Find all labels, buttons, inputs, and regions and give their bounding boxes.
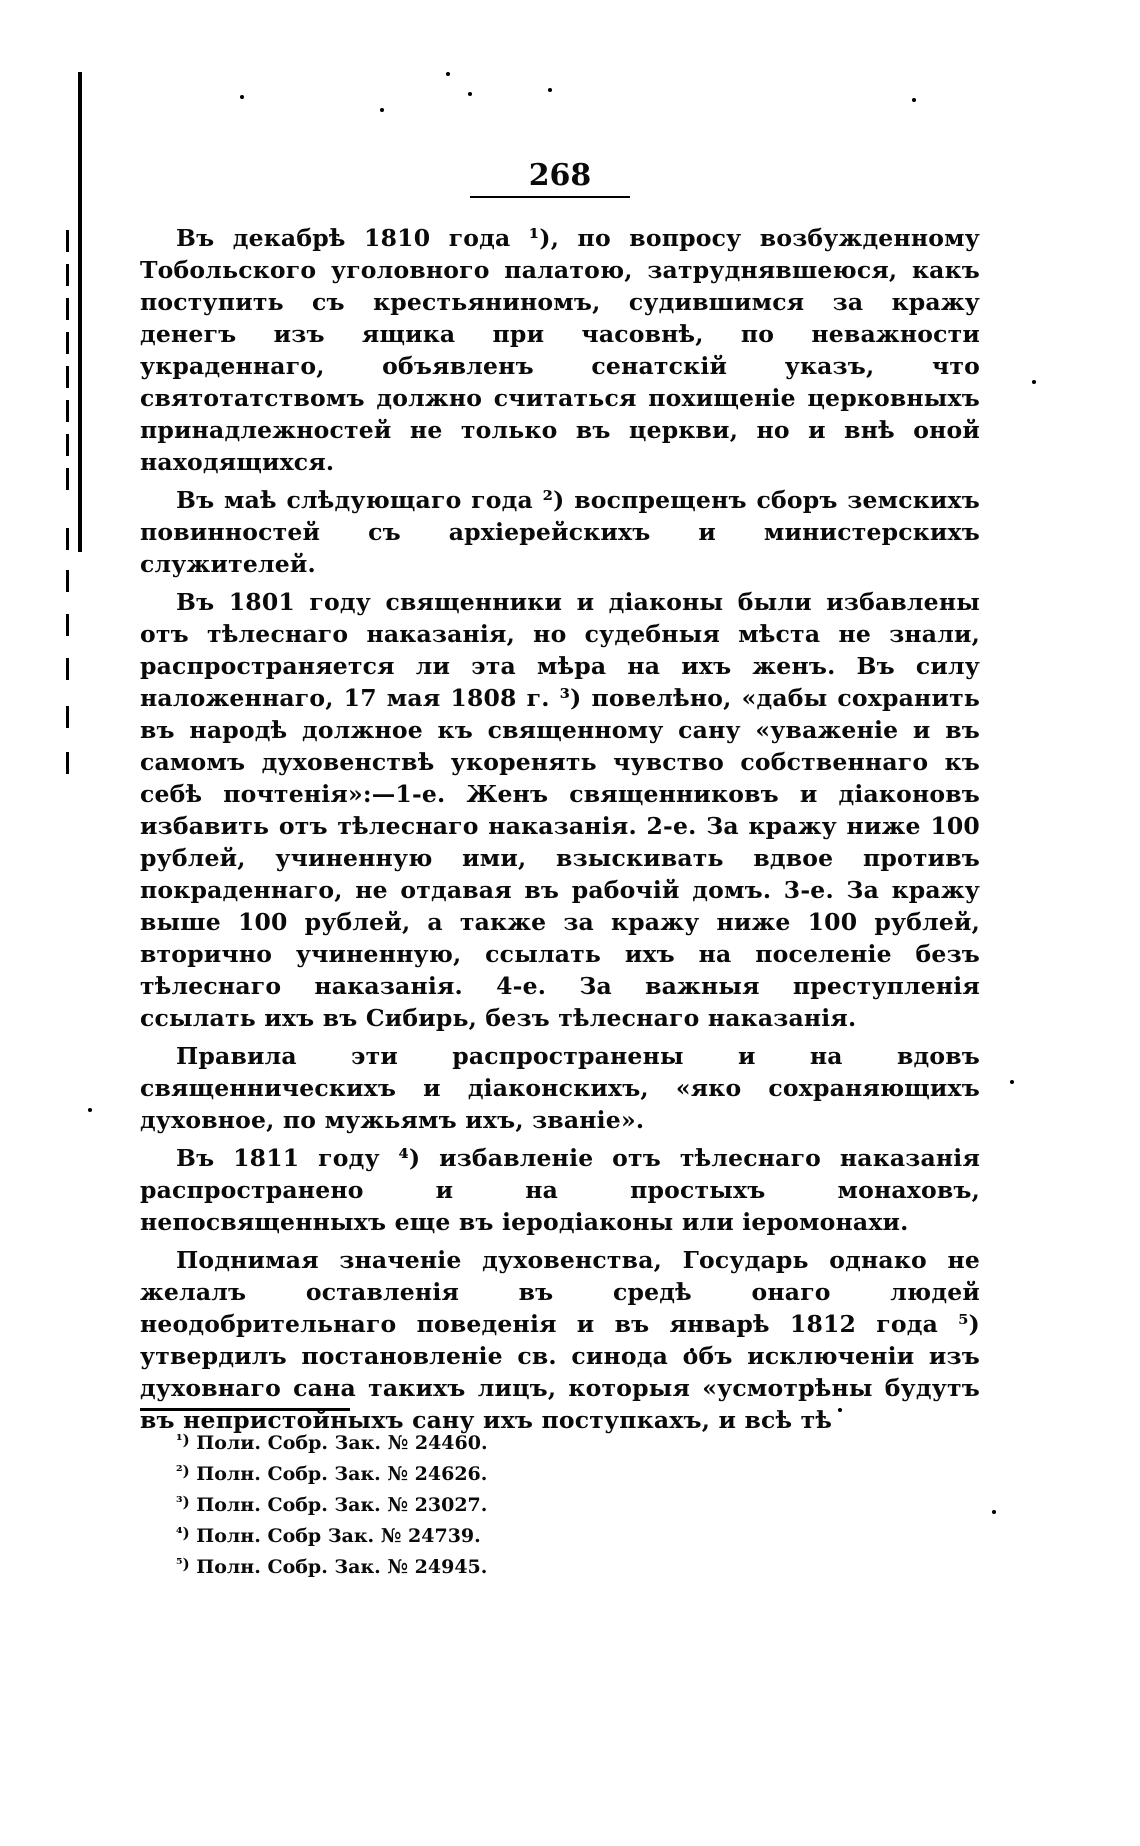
margin-mark [66, 658, 79, 680]
margin-mark [66, 332, 79, 354]
margin-mark [66, 706, 79, 728]
margin-mark [66, 366, 79, 388]
paragraph: Поднимая значеніе духовенства, Государь однако не желалъ оставленія въ средѣ онаго людей неодобрительнаго поведенія и въ январѣ 1812 года ⁵) утвердилъ постановленіе св. синода объ исключеніи изъ духовнаго сана такихъ лицъ, которыя «усмотрѣны будутъ въ непристойныхъ сану ихъ поступкахъ, и всѣ тѣ [140, 1246, 980, 1434]
footnote-text: Поли. Собр. Зак. № 24460. [196, 1432, 488, 1454]
footnote-marker: ⁴) [176, 1524, 190, 1542]
footnote-marker: ³) [176, 1493, 190, 1511]
margin-mark [66, 434, 79, 456]
footnote-text: Полн. Собр. Зак. № 24626. [196, 1463, 488, 1485]
margin-mark [66, 264, 79, 286]
margin-mark [66, 230, 79, 252]
margin-mark [66, 298, 79, 320]
footnote [140, 1428, 980, 1459]
footnote-divider [140, 1408, 350, 1411]
footnote-text: Полн. Собр. Зак. № 23027. [196, 1494, 488, 1516]
footnote [140, 1490, 980, 1521]
paragraph: Въ 1811 году ⁴) избавленіе отъ тѣлеснаго наказанія распространено и на простыхъ монаховъ, непосвященныхъ еще въ іеродіаконы или іеромонахи. [140, 1144, 980, 1236]
footnote-text: Полн. Собр Зак. № 24739. [196, 1525, 481, 1547]
footnote [140, 1552, 980, 1583]
footnote-text: Полн. Собр. Зак. № 24945. [196, 1556, 488, 1578]
paragraph: Въ декабрѣ 1810 года ¹), по вопросу возбужденному Тобольского уголовного палатою, затруднявшеюся, какъ поступить съ крестьяниномъ, судившимся за кражу денегъ изъ ящика при часовнѣ, по неважности украденнаго, объявленъ сенатскій указъ, что святотатствомъ должно считаться похищеніе церковныхъ принадлежностей не только въ церкви, но и внѣ оной находящихся. [140, 224, 980, 476]
margin-mark [66, 528, 79, 550]
footnotes [140, 1428, 980, 1583]
paragraph: Въ маѣ слѣдующаго года ²) воспрещенъ сборъ земскихъ повинностей съ архіерейскихъ и министерскихъ служителей. [140, 486, 980, 578]
paragraph: Правила эти распространены и на вдовъ священническихъ и діаконскихъ, «яко сохраняющихъ духовное, по мужьямъ ихъ, званіе». [140, 1042, 980, 1134]
margin-mark [66, 570, 79, 592]
margin-mark [66, 400, 79, 422]
footnote-marker: ¹) [176, 1431, 190, 1449]
margin-mark [66, 614, 79, 636]
margin-marks [66, 230, 86, 790]
footnote [140, 1459, 980, 1490]
margin-mark [66, 468, 79, 490]
footnote-marker: ²) [176, 1462, 190, 1480]
paragraph: Въ 1801 году священники и діаконы были избавлены отъ тѣлеснаго наказанія, но судебныя мѣста не знали, распространяется ли эта мѣра на ихъ женъ. Въ силу наложеннаго, 17 мая 1808 г. ³) повелѣно, «дабы сохранить въ народѣ должное къ священному сану «уваженіе и въ самомъ духовенствѣ укоренять чувство собственнаго къ себѣ почтенія»:—1-е. Женъ священниковъ и діаконовъ избавить отъ тѣлеснаго наказанія. 2-е. За кражу ниже 100 рублей, учиненную ими, взыскивать вдвое противъ покраденнаго, не отдавая въ рабочій домъ. 3-е. За кражу выше 100 рублей, а также за кражу ниже 100 рублей, вторично учиненную, ссылать ихъ на поселеніе безъ тѣлеснаго наказанія. 4-е. За важныя преступленія ссылать ихъ въ Сибирь, безъ тѣлеснаго наказанія. [140, 588, 980, 1032]
margin-mark [66, 752, 79, 774]
page-number-rule [470, 196, 630, 198]
footnote [140, 1521, 980, 1552]
page-number: 268 [528, 158, 592, 193]
body-text [140, 222, 980, 1442]
footnote-marker: ⁵) [176, 1555, 190, 1573]
